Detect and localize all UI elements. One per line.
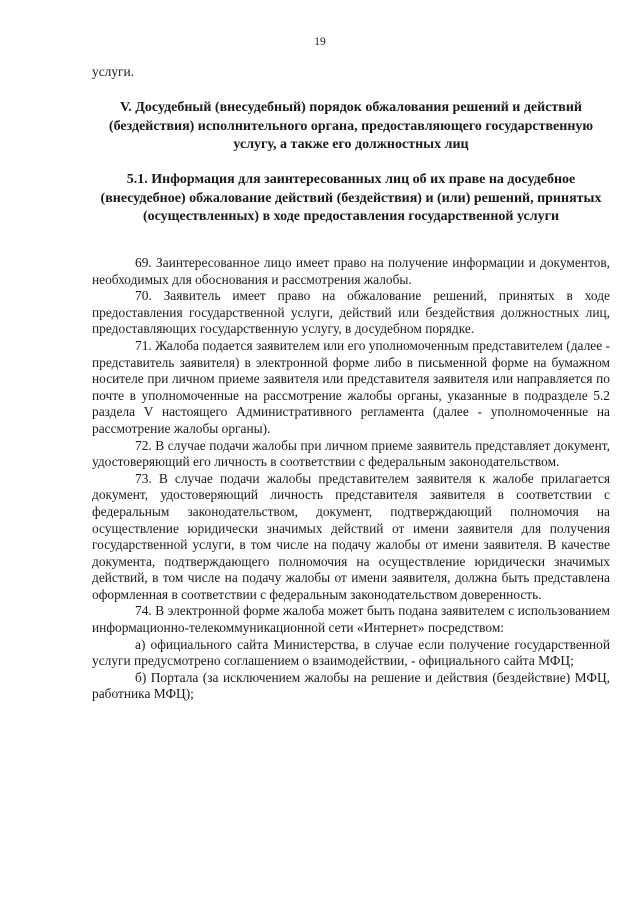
paragraph-71: 71. Жалоба подается заявителем или его уполномоченным представителем (далее - представитель заявителя) в электронной форме либо в письменной форме на бумажном носителе при личном приеме заявителя или представителя заявителя или направляется по почте в уполномоченные на рассмотрение жалобы органы, указанные в подразделе 5.2 раздела V настоящего Административного регламента (далее - уполномоченные на рассмотрение жалобы органы). xyxy=(92,337,610,436)
continuation-text: услуги. xyxy=(92,64,135,79)
paragraph-74-a: а) официального сайта Министерства, в случае если получение государственной услуги предусмотрено соглашением о взаимодействии, - официального сайта МФЦ; xyxy=(92,636,610,669)
page-number: 19 xyxy=(314,36,326,48)
paragraph-70: 70. Заявитель имеет право на обжалование решений, принятых в ходе предоставления государственной услуги, действий или бездействия должностных лиц, предоставляющих государственную услугу, в досудебном порядке. xyxy=(92,288,610,337)
paragraph-72: 72. В случае подачи жалобы при личном приеме заявитель представляет документ, удостоверяющий его личность в соответствии с федеральным законодательством. xyxy=(92,437,610,470)
paragraph-73: 73. В случае подачи жалобы представителем заявителя к жалобе прилагается документ, удостоверяющий личность представителя заявителя в соответствии с федеральным законодательством, документ, подтверждающий полномочия на осуществление юридически значимых действий от имени заявителя для получения государственной услуги, в том числе на подачу жалобы от имени заявителя. В качестве документа, подтверждающего полномочия на осуществление юридически значимых действий, в том числе на подачу жалобы от имени заявителя, должна быть представлена оформленная в соответствии с федеральным законодательством доверенность. xyxy=(92,470,610,602)
section-heading: V. Досудебный (внесудебный) порядок обжалования решений и действий (бездействия) исполнительного органа, предоставляющего государственную услугу, а также его должностных лиц xyxy=(108,100,594,152)
paragraph-69: 69. Заинтересованное лицо имеет право на получение информации и документов, необходимых для обоснования и рассмотрения жалобы. xyxy=(92,255,610,287)
paragraph-74-b: б) Портала (за исключением жалобы на решение и действия (бездействие) МФЦ, работника МФЦ); xyxy=(92,669,610,702)
body-text xyxy=(92,255,610,703)
subsection-heading: 5.1. Информация для заинтересованных лиц об их праве на досудебное (внесудебное) обжалование действий (бездействия) и (или) решений, принятых (осуществленных) в ходе предоставления государственной услуги xyxy=(100,172,602,224)
paragraph-74: 74. В электронной форме жалоба может быть подана заявителем с использованием информационно-телекоммуникационной сети «Интернет» посредством: xyxy=(92,603,610,636)
